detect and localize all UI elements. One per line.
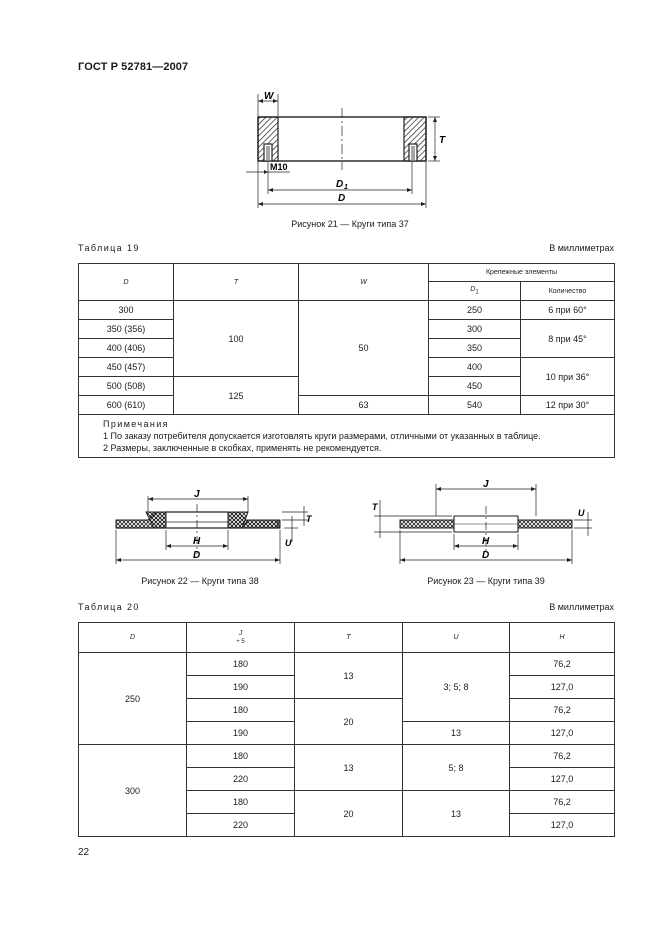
t20-header-d: D [79, 623, 187, 653]
t20-header-t: T [295, 623, 403, 653]
t19-d-cell: 300 [79, 301, 174, 320]
table-19 [78, 263, 615, 458]
t20-j-cell: 180 [187, 745, 295, 768]
t19-header-qty: Количество [521, 282, 615, 301]
fig21-label-t: T [439, 135, 446, 146]
t19-notes-title: Примечания [103, 419, 169, 429]
fig21-label-m10: M10 [270, 162, 288, 172]
t19-t-cell: 100 [174, 301, 299, 377]
t19-qty-cell: 10 при 36° [521, 358, 615, 396]
t20-j-cell: 190 [187, 722, 295, 745]
t20-h-cell: 76,2 [510, 791, 615, 814]
table-19-label: Таблица 19 [78, 243, 140, 253]
fig23-label-d: D [482, 550, 490, 561]
fig23-label-j: J [483, 479, 489, 490]
t20-j-cell: 180 [187, 653, 295, 676]
t19-d1-cell: 450 [429, 377, 521, 396]
t20-u-cell: 13 [403, 791, 510, 837]
figure-23-caption: Рисунок 23 — Круги типа 39 [427, 576, 545, 586]
table-20-label: Таблица 20 [78, 602, 140, 612]
t19-d1-cell: 540 [429, 396, 521, 415]
fig21-label-d1-sub: 1 [344, 184, 348, 191]
t19-w-cell: 50 [299, 301, 429, 396]
t20-h-cell: 127,0 [510, 722, 615, 745]
fig21-label-w: W [264, 91, 274, 102]
t20-h-cell: 76,2 [510, 653, 615, 676]
t19-qty-cell: 6 при 60° [521, 301, 615, 320]
t19-d-cell: 350 (356) [79, 320, 174, 339]
t19-d-cell: 450 (457) [79, 358, 174, 377]
figure-22-drawing [108, 486, 318, 578]
fig22-label-d: D [193, 550, 201, 561]
t19-header-d: D [79, 264, 174, 301]
t20-h-cell: 76,2 [510, 699, 615, 722]
table-20-units: В миллиметрах [549, 602, 614, 612]
page-number: 22 [78, 847, 90, 858]
t19-header-t: T [174, 264, 299, 301]
t20-j-cell: 180 [187, 791, 295, 814]
t20-h-cell: 127,0 [510, 814, 615, 837]
figure-23-drawing [366, 476, 598, 576]
t20-t-cell: 20 [295, 699, 403, 745]
t20-t-cell: 13 [295, 745, 403, 791]
t20-header-j: J + 5 [187, 623, 295, 653]
t19-d1-cell: 400 [429, 358, 521, 377]
t20-u-cell: 13 [403, 722, 510, 745]
fig21-label-d1: D [336, 179, 344, 190]
t19-qty-cell: 8 при 45° [521, 320, 615, 358]
standard-header: ГОСТ Р 52781—2007 [78, 61, 189, 73]
t19-d-cell: 400 (406) [79, 339, 174, 358]
t20-u-cell: 3; 5; 8 [403, 653, 510, 722]
t20-j-cell: 180 [187, 699, 295, 722]
t20-d-cell: 250 [79, 653, 187, 745]
t19-t-cell: 125 [174, 377, 299, 415]
t20-header-h: H [510, 623, 615, 653]
fig23-label-t: T [372, 502, 378, 512]
t19-header-w: W [299, 264, 429, 301]
t19-d-cell: 500 (508) [79, 377, 174, 396]
figure-21-caption: Рисунок 21 — Круги типа 37 [291, 219, 409, 229]
t19-note-item: 2 Размеры, заключенные в скобках, применять не рекомендуется. [103, 443, 382, 453]
t20-t-cell: 13 [295, 653, 403, 699]
t19-w-cell: 63 [299, 396, 429, 415]
fig22-label-u: U [285, 538, 292, 548]
t20-u-cell: 5; 8 [403, 745, 510, 791]
fig23-label-h: H [482, 536, 490, 547]
fig22-label-t: T [306, 514, 312, 524]
t19-d-cell: 600 (610) [79, 396, 174, 415]
t19-d1-cell: 250 [429, 301, 521, 320]
t20-header-u: U [403, 623, 510, 653]
figure-21-drawing [240, 86, 450, 212]
t20-d-cell: 300 [79, 745, 187, 837]
t19-d1-cell: 350 [429, 339, 521, 358]
fig22-label-h: H [193, 536, 201, 547]
t20-h-cell: 127,0 [510, 676, 615, 699]
t20-t-cell: 20 [295, 791, 403, 837]
t19-header-d1: $D_1$ [429, 282, 521, 301]
t19-notes [79, 415, 615, 458]
t19-header-fasteners: Крепежные элементы [429, 264, 615, 282]
t20-h-cell: 76,2 [510, 745, 615, 768]
t20-j-cell: 220 [187, 814, 295, 837]
t19-qty-cell: 12 при 30° [521, 396, 615, 415]
t20-h-cell: 127,0 [510, 768, 615, 791]
fig21-label-d: D [338, 193, 346, 204]
fig23-label-u: U [578, 508, 585, 518]
figure-22-caption: Рисунок 22 — Круги типа 38 [141, 576, 259, 586]
t19-d1-cell: 300 [429, 320, 521, 339]
table-20 [78, 622, 615, 837]
t20-j-cell: 220 [187, 768, 295, 791]
fig22-label-j: J [194, 489, 200, 500]
table-19-units: В миллиметрах [549, 243, 614, 253]
t19-note-item: 1 По заказу потребителя допускается изготовлять круги размерами, отличными от указанных в таблице. [103, 431, 541, 441]
t20-j-cell: 190 [187, 676, 295, 699]
